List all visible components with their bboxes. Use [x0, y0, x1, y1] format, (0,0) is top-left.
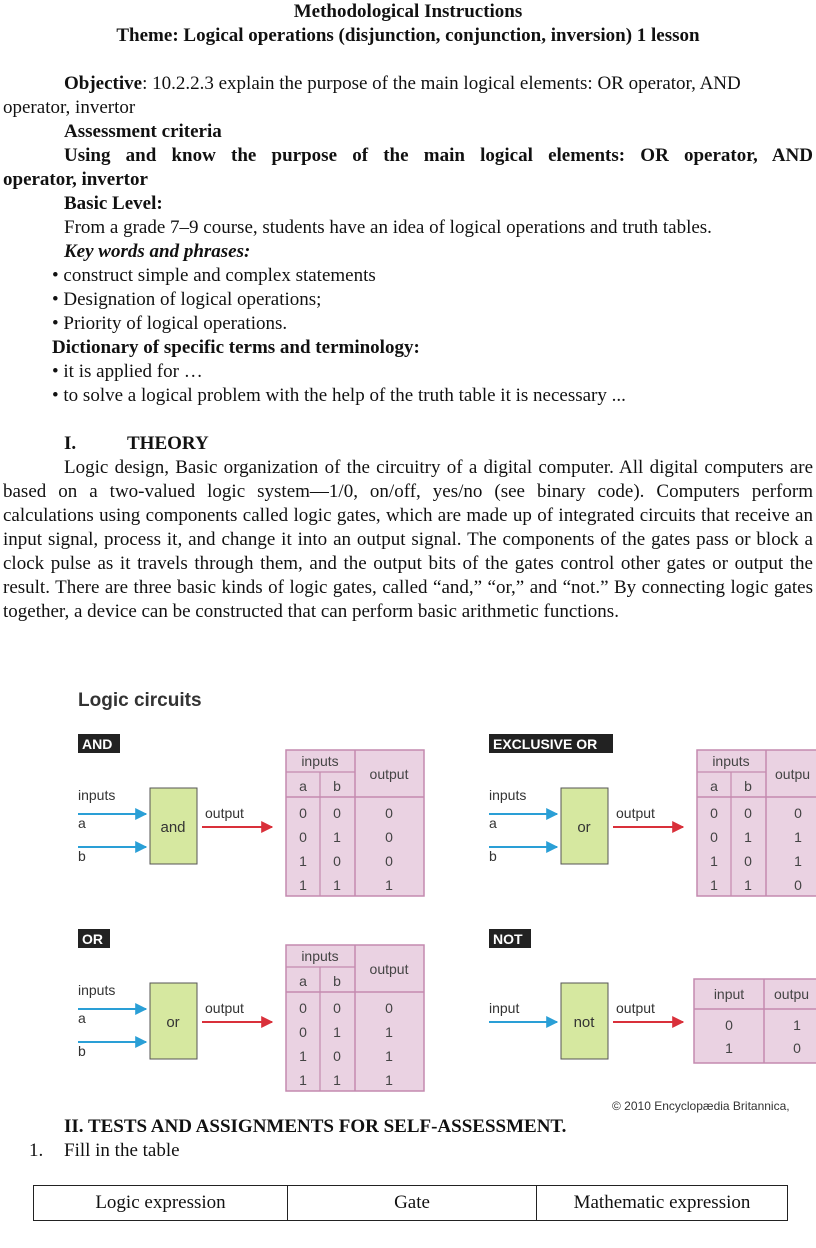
xor-table-cell: 1 — [794, 829, 802, 845]
xor-table-inputs-header: inputs — [712, 753, 750, 769]
task-1 — [29, 1139, 180, 1163]
and-table-cell: 0 — [385, 829, 393, 845]
and-table-col-b: b — [333, 778, 341, 794]
and-label: AND — [82, 736, 113, 752]
not-table-cell: 1 — [725, 1040, 733, 1056]
or-label: OR — [82, 931, 103, 947]
xor-table-cell: 1 — [710, 877, 718, 893]
xor-table-cell: 1 — [744, 829, 752, 845]
not-table-cell: 0 — [725, 1017, 733, 1033]
and-table-cell: 0 — [299, 805, 307, 821]
theory-number: I. — [64, 433, 77, 454]
xor-panel — [489, 734, 816, 896]
and-table-cell: 1 — [385, 877, 393, 893]
or-table-cell: 0 — [333, 1000, 341, 1016]
not-panel — [489, 929, 816, 1063]
keyword-item: • Designation of logical operations; — [52, 289, 322, 310]
xor-table-cell: 1 — [744, 877, 752, 893]
xor-table-cell: 0 — [794, 877, 802, 893]
theme-line — [0, 24, 816, 48]
or-table-col-a: a — [299, 973, 307, 989]
not-table-cell: 0 — [793, 1040, 801, 1056]
or-table-cell: 1 — [299, 1072, 307, 1088]
or-table-cell: 0 — [299, 1000, 307, 1016]
not-gate-label: not — [573, 1014, 595, 1031]
or-input-b: b — [78, 1043, 86, 1059]
xor-gate-label: or — [577, 819, 591, 836]
table-header-row — [34, 1186, 788, 1221]
or-output-label: output — [205, 1000, 244, 1016]
task-text: Fill in the table — [64, 1140, 180, 1161]
not-label: NOT — [493, 931, 523, 947]
or-table-cell: 0 — [333, 1048, 341, 1064]
and-input-b: b — [78, 848, 86, 864]
xor-label: EXCLUSIVE OR — [493, 736, 598, 752]
or-table-cell: 0 — [385, 1000, 393, 1016]
xor-table-col-b: b — [744, 778, 752, 794]
or-table-cell: 1 — [385, 1024, 393, 1040]
xor-table-cell: 1 — [794, 853, 802, 869]
xor-input-a: a — [489, 815, 497, 831]
not-input-label: input — [489, 1000, 520, 1016]
or-table-cell: 1 — [333, 1072, 341, 1088]
or-gate-label: or — [166, 1014, 180, 1031]
basic-level-label: Basic Level: — [64, 193, 163, 214]
theme-label: Theme — [116, 25, 173, 46]
xor-inputs-label: inputs — [489, 787, 527, 803]
objective-label: Objective — [64, 73, 143, 94]
xor-table-cell: 0 — [744, 853, 752, 869]
or-truth-table — [286, 945, 424, 1091]
and-table-cell: 0 — [299, 829, 307, 845]
not-output-label: output — [616, 1000, 655, 1016]
xor-table-cell: 0 — [794, 805, 802, 821]
and-panel — [78, 734, 424, 896]
and-gate-label: and — [160, 819, 186, 836]
or-table-output-header: output — [369, 961, 409, 977]
and-inputs-label: inputs — [78, 787, 116, 803]
and-output-label: output — [205, 805, 244, 821]
keywords-label: Key words and phrases: — [64, 241, 251, 262]
or-input-a: a — [78, 1010, 86, 1026]
or-table-cell: 1 — [333, 1024, 341, 1040]
and-table-cell: 0 — [333, 805, 341, 821]
objective-line — [64, 72, 741, 96]
document-title: Methodological Instructions — [293, 1, 523, 22]
assessment-text-cont: operator, invertor — [3, 169, 148, 190]
not-table-input-header: input — [713, 986, 745, 1002]
xor-truth-table — [697, 750, 816, 896]
or-inputs-label: inputs — [78, 982, 116, 998]
task-number: 1. — [29, 1140, 44, 1161]
dictionary-item: • to solve a logical problem with the help of the truth table it is necessary ... — [52, 385, 626, 406]
xor-table-cell: 0 — [710, 829, 718, 845]
dictionary-label: Dictionary of specific terms and terminology: — [52, 337, 420, 358]
or-table-cell: 0 — [299, 1024, 307, 1040]
header-gate: Gate — [288, 1186, 537, 1221]
or-panel — [78, 929, 424, 1091]
dictionary-item: • it is applied for … — [52, 361, 203, 382]
assessment-text: Using and know the purpose of the main logical elements: OR operator, AND — [64, 145, 813, 166]
not-table-output-header: outpu — [774, 986, 810, 1002]
theory-title: THEORY — [127, 433, 209, 454]
figure-copyright: © 2010 Encyclopædia Britannica, — [612, 1099, 790, 1113]
assessment-label: Assessment criteria — [64, 121, 222, 142]
header-logic-expression: Logic expression — [34, 1186, 288, 1221]
or-table-cell: 1 — [385, 1048, 393, 1064]
and-table-output-header: output — [369, 766, 409, 782]
xor-table-output-header: outpu — [775, 766, 811, 782]
theory-heading — [64, 432, 209, 456]
fill-in-table — [33, 1185, 788, 1221]
theory-paragraph-text: Logic design, Basic organization of the circuitry of a digital computer. All digital computers are based on a two-valued logic system—1/0, on/off, yes/no (see binary code). Computers perform calculations using components called logic gates, which are made up of integrated circuits that receive an input signal, process it, and change it into an output signal. The components of the gates pass or block a clock pulse as it travels through them, and the output bits of the gates control other gates or output the result. There are three basic kinds of logic gates, called “and,” “or,” and “not.” By connecting logic gates together, a device can be constructed that can perform basic arithmetic functions. — [3, 457, 813, 622]
xor-output-label: output — [616, 805, 655, 821]
and-table-cell: 1 — [299, 877, 307, 893]
and-table-inputs-header: inputs — [301, 753, 339, 769]
not-table-cell: 1 — [793, 1017, 801, 1033]
and-truth-table — [286, 750, 424, 896]
figure-title: Logic circuits — [78, 690, 202, 711]
xor-table-cell: 1 — [710, 853, 718, 869]
and-table-cell: 0 — [385, 853, 393, 869]
xor-table-cell: 0 — [744, 805, 752, 821]
xor-table-cell: 0 — [710, 805, 718, 821]
and-table-col-a: a — [299, 778, 307, 794]
not-truth-table — [694, 979, 816, 1063]
theory-paragraph — [3, 456, 813, 624]
and-table-cell: 1 — [333, 829, 341, 845]
header-mathematic-expression: Mathematic expression — [537, 1186, 788, 1221]
or-table-cell: 1 — [385, 1072, 393, 1088]
and-table-cell: 0 — [385, 805, 393, 821]
and-table-cell: 1 — [299, 853, 307, 869]
or-table-cell: 1 — [299, 1048, 307, 1064]
or-table-col-b: b — [333, 973, 341, 989]
xor-table-col-a: a — [710, 778, 718, 794]
objective-text-cont: operator, invertor — [3, 97, 136, 118]
logic-circuits-figure — [0, 680, 816, 1115]
and-input-a: a — [78, 815, 86, 831]
or-table-inputs-header: inputs — [301, 948, 339, 964]
theme-text: : Logical operations (disjunction, conjunction, inversion) 1 lesson — [172, 25, 700, 46]
keyword-item: • Priority of logical operations. — [52, 313, 288, 334]
xor-input-b: b — [489, 848, 497, 864]
section2-heading: II. TESTS AND ASSIGNMENTS FOR SELF-ASSESSMENT. — [64, 1116, 567, 1137]
keyword-item: • construct simple and complex statements — [52, 265, 376, 286]
objective-text: : 10.2.2.3 explain the purpose of the main logical elements: OR operator, AND — [142, 73, 741, 94]
and-table-cell: 1 — [333, 877, 341, 893]
and-table-cell: 0 — [333, 853, 341, 869]
basic-level-text: From a grade 7–9 course, students have an idea of logical operations and truth tables. — [64, 217, 712, 238]
